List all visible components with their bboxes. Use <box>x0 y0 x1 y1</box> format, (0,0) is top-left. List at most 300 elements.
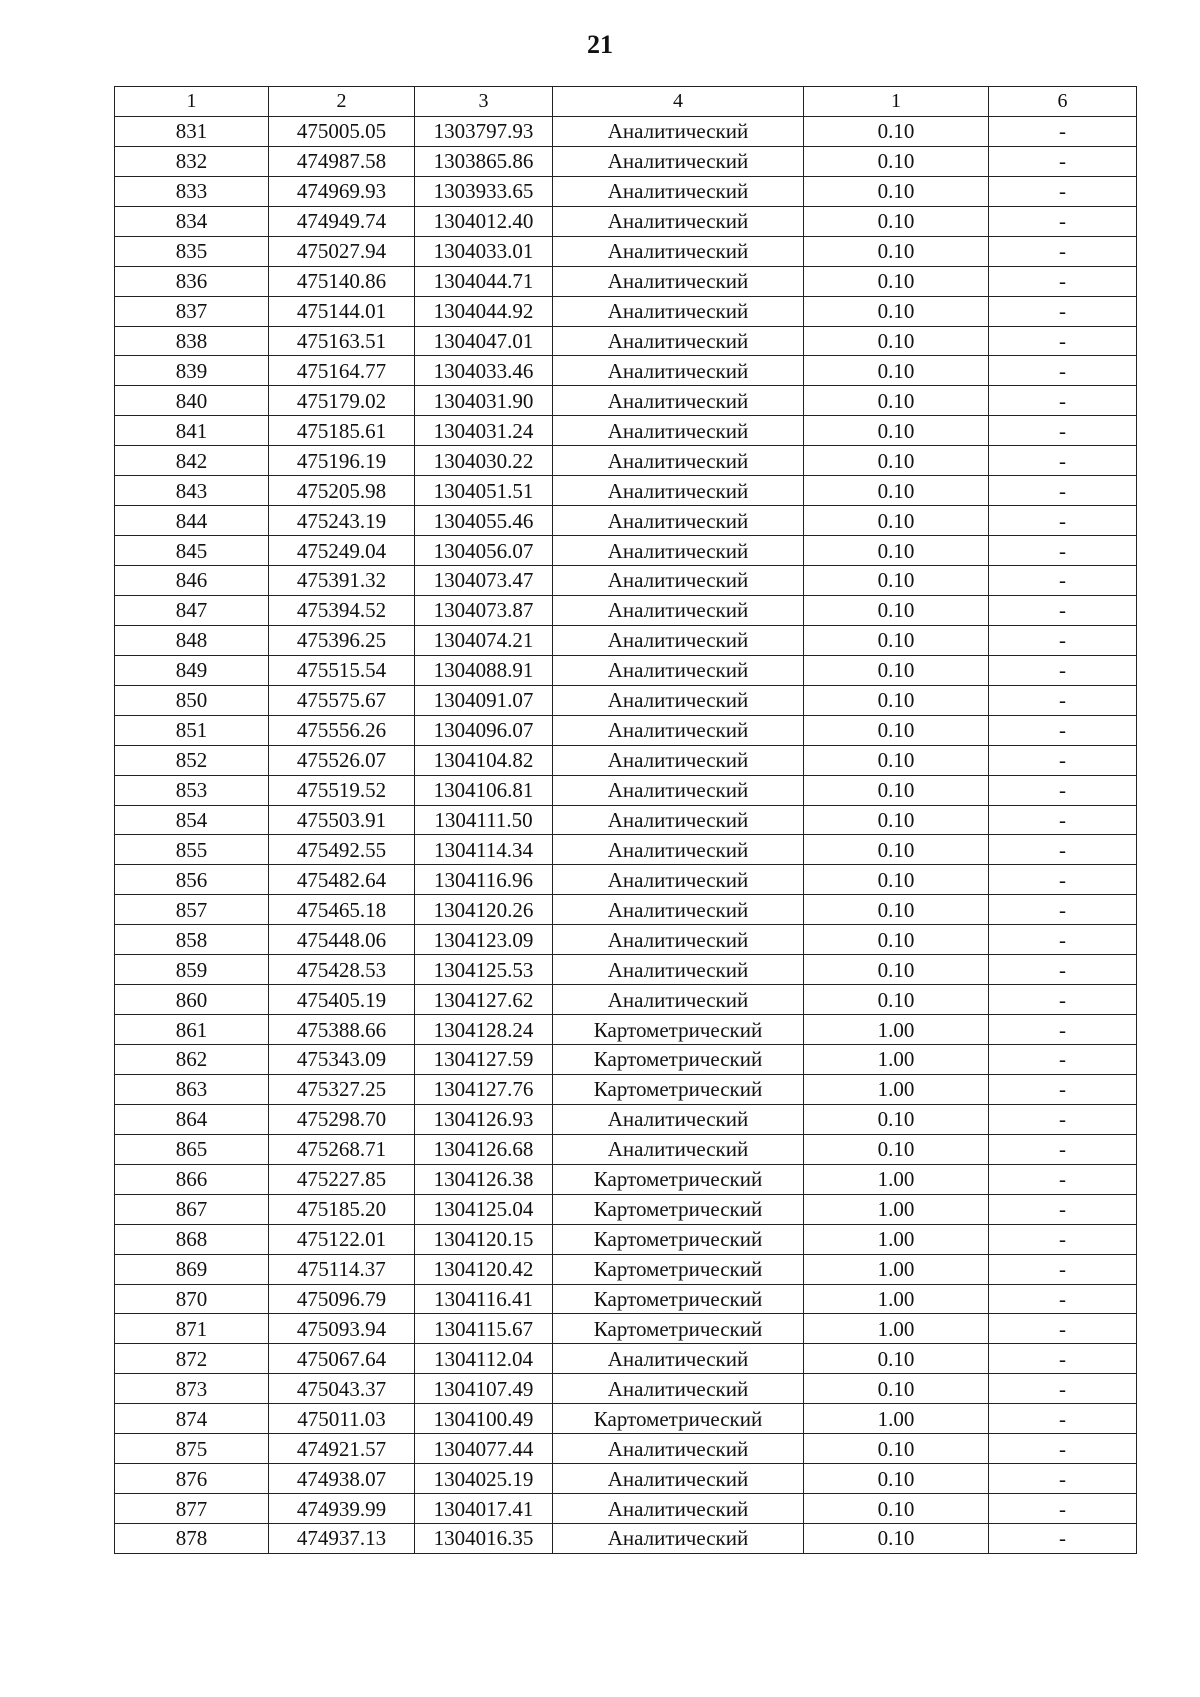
y-coordinate-cell: 1304116.41 <box>415 1284 553 1314</box>
note-cell: - <box>989 1074 1137 1104</box>
point-number-cell: 857 <box>115 895 269 925</box>
table-row <box>115 1524 1137 1554</box>
accuracy-cell: 0.10 <box>804 176 989 206</box>
x-coordinate-cell: 475394.52 <box>269 595 415 625</box>
x-coordinate-cell: 475556.26 <box>269 715 415 745</box>
note-cell: - <box>989 1494 1137 1524</box>
x-coordinate-cell: 475388.66 <box>269 1015 415 1045</box>
table-row <box>115 1104 1137 1134</box>
x-coordinate-cell: 475327.25 <box>269 1074 415 1104</box>
y-coordinate-cell: 1304127.62 <box>415 985 553 1015</box>
point-number-cell: 867 <box>115 1194 269 1224</box>
accuracy-cell: 1.00 <box>804 1404 989 1434</box>
point-number-cell: 860 <box>115 985 269 1015</box>
x-coordinate-cell: 475428.53 <box>269 955 415 985</box>
table-row <box>115 1045 1137 1075</box>
note-cell: - <box>989 895 1137 925</box>
table-row <box>115 236 1137 266</box>
y-coordinate-cell: 1304125.04 <box>415 1194 553 1224</box>
table-row <box>115 1374 1137 1404</box>
x-coordinate-cell: 475093.94 <box>269 1314 415 1344</box>
x-coordinate-cell: 474969.93 <box>269 176 415 206</box>
table-row <box>115 1015 1137 1045</box>
x-coordinate-cell: 474921.57 <box>269 1434 415 1464</box>
point-number-cell: 844 <box>115 506 269 536</box>
note-cell: - <box>989 356 1137 386</box>
x-coordinate-cell: 475096.79 <box>269 1284 415 1314</box>
y-coordinate-cell: 1304106.81 <box>415 775 553 805</box>
method-cell: Аналитический <box>553 506 804 536</box>
accuracy-cell: 0.10 <box>804 1464 989 1494</box>
page-number: 21 <box>587 30 613 59</box>
y-coordinate-cell: 1304033.46 <box>415 356 553 386</box>
note-cell: - <box>989 386 1137 416</box>
accuracy-cell: 0.10 <box>804 625 989 655</box>
x-coordinate-cell: 475011.03 <box>269 1404 415 1434</box>
point-number-cell: 840 <box>115 386 269 416</box>
note-cell: - <box>989 206 1137 236</box>
y-coordinate-cell: 1304123.09 <box>415 925 553 955</box>
table-row <box>115 1494 1137 1524</box>
x-coordinate-cell: 475249.04 <box>269 536 415 566</box>
method-cell: Картометрический <box>553 1284 804 1314</box>
point-number-cell: 869 <box>115 1254 269 1284</box>
y-coordinate-cell: 1304127.59 <box>415 1045 553 1075</box>
method-cell: Аналитический <box>553 685 804 715</box>
y-coordinate-cell: 1304030.22 <box>415 446 553 476</box>
x-coordinate-cell: 475448.06 <box>269 925 415 955</box>
table-row <box>115 176 1137 206</box>
table-row <box>115 775 1137 805</box>
y-coordinate-cell: 1304077.44 <box>415 1434 553 1464</box>
method-cell: Аналитический <box>553 625 804 655</box>
table-row <box>115 1284 1137 1314</box>
note-cell: - <box>989 446 1137 476</box>
y-coordinate-cell: 1304127.76 <box>415 1074 553 1104</box>
y-coordinate-cell: 1304031.24 <box>415 416 553 446</box>
method-cell: Аналитический <box>553 476 804 506</box>
accuracy-cell: 0.10 <box>804 146 989 176</box>
y-coordinate-cell: 1304114.34 <box>415 835 553 865</box>
table-row <box>115 356 1137 386</box>
accuracy-cell: 1.00 <box>804 1164 989 1194</box>
x-coordinate-cell: 475185.20 <box>269 1194 415 1224</box>
point-number-cell: 835 <box>115 236 269 266</box>
point-number-cell: 841 <box>115 416 269 446</box>
y-coordinate-cell: 1304044.71 <box>415 266 553 296</box>
point-number-cell: 851 <box>115 715 269 745</box>
table-row <box>115 296 1137 326</box>
accuracy-cell: 0.10 <box>804 1104 989 1134</box>
method-cell: Аналитический <box>553 1494 804 1524</box>
accuracy-cell: 0.10 <box>804 745 989 775</box>
table-row <box>115 566 1137 596</box>
accuracy-cell: 0.10 <box>804 1134 989 1164</box>
point-number-cell: 858 <box>115 925 269 955</box>
x-coordinate-cell: 475575.67 <box>269 685 415 715</box>
point-number-cell: 845 <box>115 536 269 566</box>
y-coordinate-cell: 1304016.35 <box>415 1524 553 1554</box>
y-coordinate-cell: 1304096.07 <box>415 715 553 745</box>
table-row <box>115 1074 1137 1104</box>
accuracy-cell: 0.10 <box>804 865 989 895</box>
x-coordinate-cell: 474937.13 <box>269 1524 415 1554</box>
accuracy-cell: 1.00 <box>804 1314 989 1344</box>
note-cell: - <box>989 955 1137 985</box>
y-coordinate-cell: 1304088.91 <box>415 655 553 685</box>
x-coordinate-cell: 474938.07 <box>269 1464 415 1494</box>
note-cell: - <box>989 326 1137 356</box>
y-coordinate-cell: 1304051.51 <box>415 476 553 506</box>
accuracy-cell: 0.10 <box>804 416 989 446</box>
y-coordinate-cell: 1303933.65 <box>415 176 553 206</box>
method-cell: Аналитический <box>553 1524 804 1554</box>
table-row <box>115 685 1137 715</box>
y-coordinate-cell: 1304033.01 <box>415 236 553 266</box>
accuracy-cell: 1.00 <box>804 1015 989 1045</box>
column-header: 1 <box>115 87 269 117</box>
x-coordinate-cell: 475164.77 <box>269 356 415 386</box>
x-coordinate-cell: 475163.51 <box>269 326 415 356</box>
method-cell: Аналитический <box>553 146 804 176</box>
accuracy-cell: 0.10 <box>804 266 989 296</box>
note-cell: - <box>989 176 1137 206</box>
accuracy-cell: 0.10 <box>804 236 989 266</box>
note-cell: - <box>989 685 1137 715</box>
table-row <box>115 1434 1137 1464</box>
column-header: 3 <box>415 87 553 117</box>
table-row <box>115 655 1137 685</box>
note-cell: - <box>989 835 1137 865</box>
method-cell: Аналитический <box>553 536 804 566</box>
table-row <box>115 1464 1137 1494</box>
note-cell: - <box>989 1344 1137 1374</box>
x-coordinate-cell: 475391.32 <box>269 566 415 596</box>
method-cell: Аналитический <box>553 595 804 625</box>
y-coordinate-cell: 1304126.93 <box>415 1104 553 1134</box>
y-coordinate-cell: 1304056.07 <box>415 536 553 566</box>
y-coordinate-cell: 1304044.92 <box>415 296 553 326</box>
method-cell: Аналитический <box>553 296 804 326</box>
point-number-cell: 836 <box>115 266 269 296</box>
method-cell: Аналитический <box>553 925 804 955</box>
y-coordinate-cell: 1304107.49 <box>415 1374 553 1404</box>
y-coordinate-cell: 1304100.49 <box>415 1404 553 1434</box>
method-cell: Аналитический <box>553 386 804 416</box>
note-cell: - <box>989 985 1137 1015</box>
table-row <box>115 266 1137 296</box>
point-number-cell: 873 <box>115 1374 269 1404</box>
accuracy-cell: 0.10 <box>804 536 989 566</box>
point-number-cell: 865 <box>115 1134 269 1164</box>
note-cell: - <box>989 1045 1137 1075</box>
y-coordinate-cell: 1304055.46 <box>415 506 553 536</box>
point-number-cell: 863 <box>115 1074 269 1104</box>
method-cell: Аналитический <box>553 356 804 386</box>
point-number-cell: 875 <box>115 1434 269 1464</box>
table-row <box>115 1134 1137 1164</box>
y-coordinate-cell: 1304091.07 <box>415 685 553 715</box>
x-coordinate-cell: 474987.58 <box>269 146 415 176</box>
method-cell: Аналитический <box>553 955 804 985</box>
note-cell: - <box>989 655 1137 685</box>
accuracy-cell: 0.10 <box>804 685 989 715</box>
accuracy-cell: 0.10 <box>804 356 989 386</box>
point-number-cell: 848 <box>115 625 269 655</box>
method-cell: Картометрический <box>553 1314 804 1344</box>
point-number-cell: 853 <box>115 775 269 805</box>
note-cell: - <box>989 1134 1137 1164</box>
note-cell: - <box>989 1254 1137 1284</box>
method-cell: Картометрический <box>553 1404 804 1434</box>
y-coordinate-cell: 1304017.41 <box>415 1494 553 1524</box>
method-cell: Аналитический <box>553 236 804 266</box>
note-cell: - <box>989 925 1137 955</box>
method-cell: Аналитический <box>553 715 804 745</box>
method-cell: Аналитический <box>553 805 804 835</box>
method-cell: Аналитический <box>553 1104 804 1134</box>
point-number-cell: 874 <box>115 1404 269 1434</box>
note-cell: - <box>989 715 1137 745</box>
note-cell: - <box>989 476 1137 506</box>
point-number-cell: 870 <box>115 1284 269 1314</box>
table-row <box>115 1344 1137 1374</box>
y-coordinate-cell: 1304120.42 <box>415 1254 553 1284</box>
point-number-cell: 878 <box>115 1524 269 1554</box>
table-row <box>115 865 1137 895</box>
accuracy-cell: 0.10 <box>804 1374 989 1404</box>
note-cell: - <box>989 1524 1137 1554</box>
y-coordinate-cell: 1303865.86 <box>415 146 553 176</box>
method-cell: Картометрический <box>553 1164 804 1194</box>
accuracy-cell: 0.10 <box>804 1434 989 1464</box>
y-coordinate-cell: 1304073.47 <box>415 566 553 596</box>
y-coordinate-cell: 1304104.82 <box>415 745 553 775</box>
point-number-cell: 866 <box>115 1164 269 1194</box>
x-coordinate-cell: 475005.05 <box>269 116 415 146</box>
accuracy-cell: 0.10 <box>804 506 989 536</box>
table-row <box>115 506 1137 536</box>
y-coordinate-cell: 1304112.04 <box>415 1344 553 1374</box>
accuracy-cell: 1.00 <box>804 1194 989 1224</box>
column-header: 2 <box>269 87 415 117</box>
accuracy-cell: 0.10 <box>804 1344 989 1374</box>
method-cell: Аналитический <box>553 326 804 356</box>
accuracy-cell: 1.00 <box>804 1254 989 1284</box>
method-cell: Аналитический <box>553 655 804 685</box>
accuracy-cell: 0.10 <box>804 805 989 835</box>
note-cell: - <box>989 775 1137 805</box>
note-cell: - <box>989 1104 1137 1134</box>
note-cell: - <box>989 745 1137 775</box>
point-number-cell: 833 <box>115 176 269 206</box>
coordinates-table <box>114 86 1137 1554</box>
accuracy-cell: 0.10 <box>804 116 989 146</box>
point-number-cell: 876 <box>115 1464 269 1494</box>
point-number-cell: 850 <box>115 685 269 715</box>
note-cell: - <box>989 1314 1137 1344</box>
table-row <box>115 536 1137 566</box>
note-cell: - <box>989 1194 1137 1224</box>
x-coordinate-cell: 475140.86 <box>269 266 415 296</box>
note-cell: - <box>989 625 1137 655</box>
table-row <box>115 476 1137 506</box>
point-number-cell: 862 <box>115 1045 269 1075</box>
note-cell: - <box>989 1164 1137 1194</box>
note-cell: - <box>989 865 1137 895</box>
table-row <box>115 955 1137 985</box>
accuracy-cell: 1.00 <box>804 1074 989 1104</box>
method-cell: Аналитический <box>553 1374 804 1404</box>
accuracy-cell: 1.00 <box>804 1045 989 1075</box>
y-coordinate-cell: 1304073.87 <box>415 595 553 625</box>
table-row <box>115 625 1137 655</box>
table-body <box>115 116 1137 1553</box>
x-coordinate-cell: 475396.25 <box>269 625 415 655</box>
x-coordinate-cell: 475515.54 <box>269 655 415 685</box>
point-number-cell: 856 <box>115 865 269 895</box>
column-header: 6 <box>989 87 1137 117</box>
accuracy-cell: 0.10 <box>804 835 989 865</box>
table-row <box>115 1314 1137 1344</box>
x-coordinate-cell: 475144.01 <box>269 296 415 326</box>
x-coordinate-cell: 475298.70 <box>269 1104 415 1134</box>
table-row <box>115 1224 1137 1254</box>
note-cell: - <box>989 416 1137 446</box>
note-cell: - <box>989 566 1137 596</box>
point-number-cell: 842 <box>115 446 269 476</box>
accuracy-cell: 0.10 <box>804 985 989 1015</box>
table-header-row <box>115 87 1137 117</box>
method-cell: Аналитический <box>553 835 804 865</box>
point-number-cell: 843 <box>115 476 269 506</box>
table-row <box>115 595 1137 625</box>
y-coordinate-cell: 1304116.96 <box>415 865 553 895</box>
accuracy-cell: 0.10 <box>804 925 989 955</box>
accuracy-cell: 1.00 <box>804 1224 989 1254</box>
x-coordinate-cell: 475114.37 <box>269 1254 415 1284</box>
note-cell: - <box>989 1224 1137 1254</box>
x-coordinate-cell: 475492.55 <box>269 835 415 865</box>
accuracy-cell: 0.10 <box>804 476 989 506</box>
point-number-cell: 838 <box>115 326 269 356</box>
x-coordinate-cell: 475526.07 <box>269 745 415 775</box>
point-number-cell: 849 <box>115 655 269 685</box>
method-cell: Аналитический <box>553 745 804 775</box>
table-row <box>115 715 1137 745</box>
point-number-cell: 846 <box>115 566 269 596</box>
table-row <box>115 1404 1137 1434</box>
y-coordinate-cell: 1304126.68 <box>415 1134 553 1164</box>
point-number-cell: 837 <box>115 296 269 326</box>
accuracy-cell: 0.10 <box>804 655 989 685</box>
point-number-cell: 852 <box>115 745 269 775</box>
y-coordinate-cell: 1304012.40 <box>415 206 553 236</box>
point-number-cell: 864 <box>115 1104 269 1134</box>
accuracy-cell: 0.10 <box>804 296 989 326</box>
point-number-cell: 877 <box>115 1494 269 1524</box>
method-cell: Картометрический <box>553 1074 804 1104</box>
method-cell: Аналитический <box>553 446 804 476</box>
accuracy-cell: 0.10 <box>804 386 989 416</box>
note-cell: - <box>989 116 1137 146</box>
table-row <box>115 146 1137 176</box>
x-coordinate-cell: 475519.52 <box>269 775 415 805</box>
y-coordinate-cell: 1304111.50 <box>415 805 553 835</box>
x-coordinate-cell: 475196.19 <box>269 446 415 476</box>
x-coordinate-cell: 475268.71 <box>269 1134 415 1164</box>
method-cell: Аналитический <box>553 176 804 206</box>
table-row <box>115 326 1137 356</box>
y-coordinate-cell: 1304120.15 <box>415 1224 553 1254</box>
method-cell: Картометрический <box>553 1224 804 1254</box>
note-cell: - <box>989 266 1137 296</box>
point-number-cell: 854 <box>115 805 269 835</box>
method-cell: Картометрический <box>553 1045 804 1075</box>
table-row <box>115 1164 1137 1194</box>
accuracy-cell: 0.10 <box>804 206 989 236</box>
x-coordinate-cell: 475043.37 <box>269 1374 415 1404</box>
table-row <box>115 116 1137 146</box>
method-cell: Аналитический <box>553 895 804 925</box>
point-number-cell: 868 <box>115 1224 269 1254</box>
y-coordinate-cell: 1304128.24 <box>415 1015 553 1045</box>
note-cell: - <box>989 1015 1137 1045</box>
method-cell: Аналитический <box>553 1134 804 1164</box>
method-cell: Аналитический <box>553 1434 804 1464</box>
x-coordinate-cell: 475205.98 <box>269 476 415 506</box>
method-cell: Аналитический <box>553 266 804 296</box>
method-cell: Аналитический <box>553 566 804 596</box>
method-cell: Картометрический <box>553 1194 804 1224</box>
note-cell: - <box>989 296 1137 326</box>
y-coordinate-cell: 1304126.38 <box>415 1164 553 1194</box>
y-coordinate-cell: 1304125.53 <box>415 955 553 985</box>
point-number-cell: 855 <box>115 835 269 865</box>
method-cell: Картометрический <box>553 1015 804 1045</box>
table-row <box>115 835 1137 865</box>
accuracy-cell: 0.10 <box>804 1524 989 1554</box>
note-cell: - <box>989 1464 1137 1494</box>
method-cell: Аналитический <box>553 416 804 446</box>
x-coordinate-cell: 475179.02 <box>269 386 415 416</box>
note-cell: - <box>989 1404 1137 1434</box>
point-number-cell: 871 <box>115 1314 269 1344</box>
column-header: 1 <box>804 87 989 117</box>
table-row <box>115 386 1137 416</box>
point-number-cell: 847 <box>115 595 269 625</box>
accuracy-cell: 1.00 <box>804 1284 989 1314</box>
method-cell: Аналитический <box>553 1464 804 1494</box>
accuracy-cell: 0.10 <box>804 715 989 745</box>
x-coordinate-cell: 475122.01 <box>269 1224 415 1254</box>
method-cell: Аналитический <box>553 206 804 236</box>
table-row <box>115 416 1137 446</box>
table-row <box>115 1254 1137 1284</box>
table-row <box>115 1194 1137 1224</box>
x-coordinate-cell: 475405.19 <box>269 985 415 1015</box>
accuracy-cell: 0.10 <box>804 595 989 625</box>
note-cell: - <box>989 506 1137 536</box>
method-cell: Аналитический <box>553 1344 804 1374</box>
accuracy-cell: 0.10 <box>804 895 989 925</box>
x-coordinate-cell: 475503.91 <box>269 805 415 835</box>
x-coordinate-cell: 475243.19 <box>269 506 415 536</box>
method-cell: Аналитический <box>553 116 804 146</box>
point-number-cell: 872 <box>115 1344 269 1374</box>
accuracy-cell: 0.10 <box>804 955 989 985</box>
x-coordinate-cell: 475227.85 <box>269 1164 415 1194</box>
